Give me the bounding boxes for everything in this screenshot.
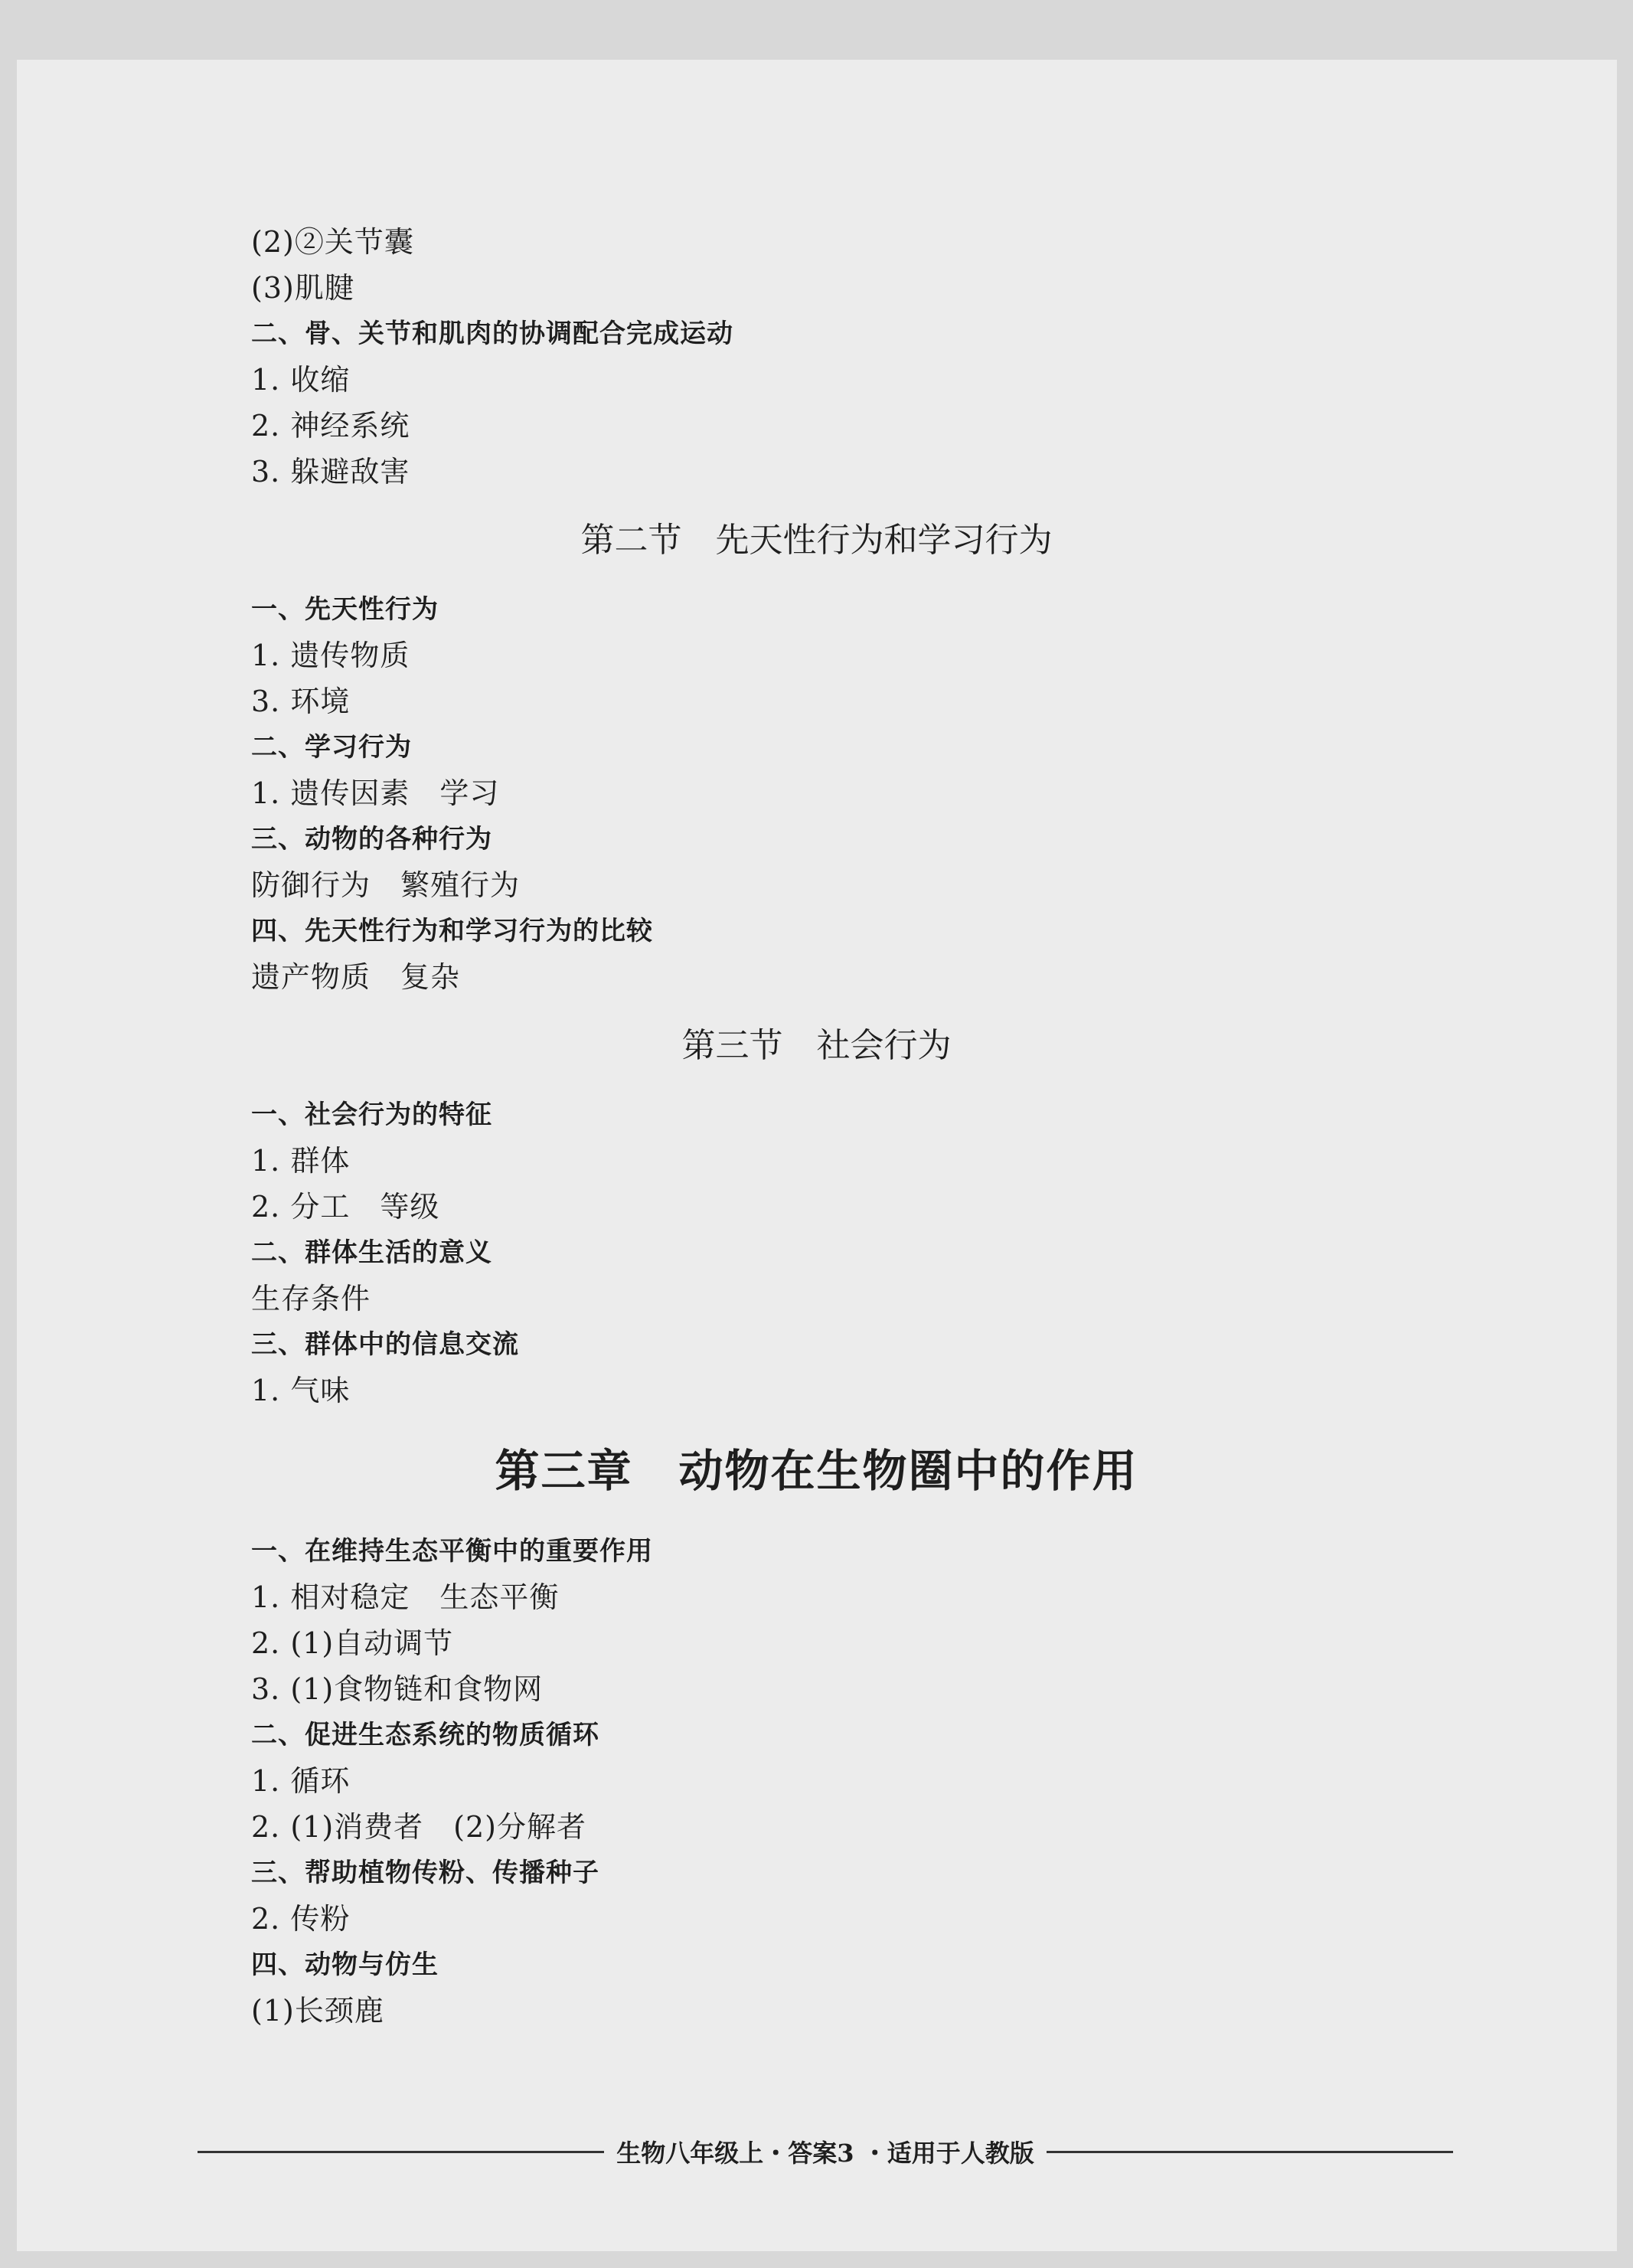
answer-block-4: [251, 1528, 1476, 2034]
answer-line: 1. 循环: [251, 1764, 351, 1798]
answer-line: (2)②关节囊: [251, 225, 414, 259]
page-footer: [198, 2129, 1453, 2175]
answer-block-1: [251, 219, 1476, 495]
footer-rule-right: [1047, 2151, 1453, 2153]
answer-line: 3. (1)食物链和食物网: [251, 1672, 544, 1706]
section-title-3: 第三节 社会行为: [681, 1026, 952, 1065]
answer-line: 2. 分工 等级: [251, 1190, 440, 1224]
answer-line: 1. 遗传因素 学习: [251, 776, 500, 810]
answer-heading: 一、社会行为的特征: [251, 1100, 492, 1130]
chapter-title-3: 第三章 动物在生物圈中的作用: [495, 1445, 1138, 1497]
answer-line: 2. (1)消费者 (2)分解者: [251, 1810, 586, 1844]
answer-heading: 二、群体生活的意义: [251, 1237, 492, 1268]
answer-heading: 二、学习行为: [251, 732, 412, 763]
answer-line: 生存条件: [251, 1282, 371, 1315]
answer-heading: 三、群体中的信息交流: [251, 1329, 519, 1360]
answer-block-3: [251, 1092, 1476, 1413]
answer-line: 2. 神经系统: [251, 409, 410, 443]
answer-line: 3. 躲避敌害: [251, 455, 410, 489]
answer-line: 1. 相对稳定 生态平衡: [251, 1580, 560, 1614]
answer-line: 1. 气味: [251, 1374, 351, 1407]
answer-line: 1. 群体: [251, 1144, 351, 1178]
answer-line: 3. 环境: [251, 685, 351, 718]
answer-line: 2. (1)自动调节: [251, 1626, 454, 1660]
answer-content: [251, 219, 1476, 2034]
answer-line: 1. 遗传物质: [251, 639, 410, 672]
answer-block-2: [251, 587, 1476, 1000]
answer-heading: 一、先天性行为: [251, 594, 439, 625]
answer-line: 遗产物质 复杂: [251, 960, 461, 994]
answer-heading: 三、帮助植物传粉、传播种子: [251, 1858, 599, 1888]
answer-heading: 一、在维持生态平衡中的重要作用: [251, 1536, 653, 1567]
answer-line: 防御行为 繁殖行为: [251, 868, 521, 902]
answer-line: (3)肌腱: [251, 271, 354, 305]
answer-heading: 四、动物与仿生: [251, 1949, 439, 1980]
answer-line: 1. 收缩: [251, 363, 351, 397]
answer-line: (1)长颈鹿: [251, 1994, 384, 2028]
answer-heading: 二、促进生态系统的物质循环: [251, 1720, 599, 1750]
footer-rule-left: [198, 2151, 604, 2153]
section-title-2: 第二节 先天性行为和学习行为: [580, 521, 1053, 560]
answer-heading: 二、骨、关节和肌肉的协调配合完成运动: [251, 319, 733, 349]
answer-heading: 四、先天性行为和学习行为的比较: [251, 916, 653, 946]
answer-line: 2. 传粉: [251, 1902, 351, 1936]
answer-heading: 三、动物的各种行为: [251, 824, 492, 855]
footer-text: 生物八年级上・答案3 ・适用于人教版: [616, 2139, 1034, 2168]
